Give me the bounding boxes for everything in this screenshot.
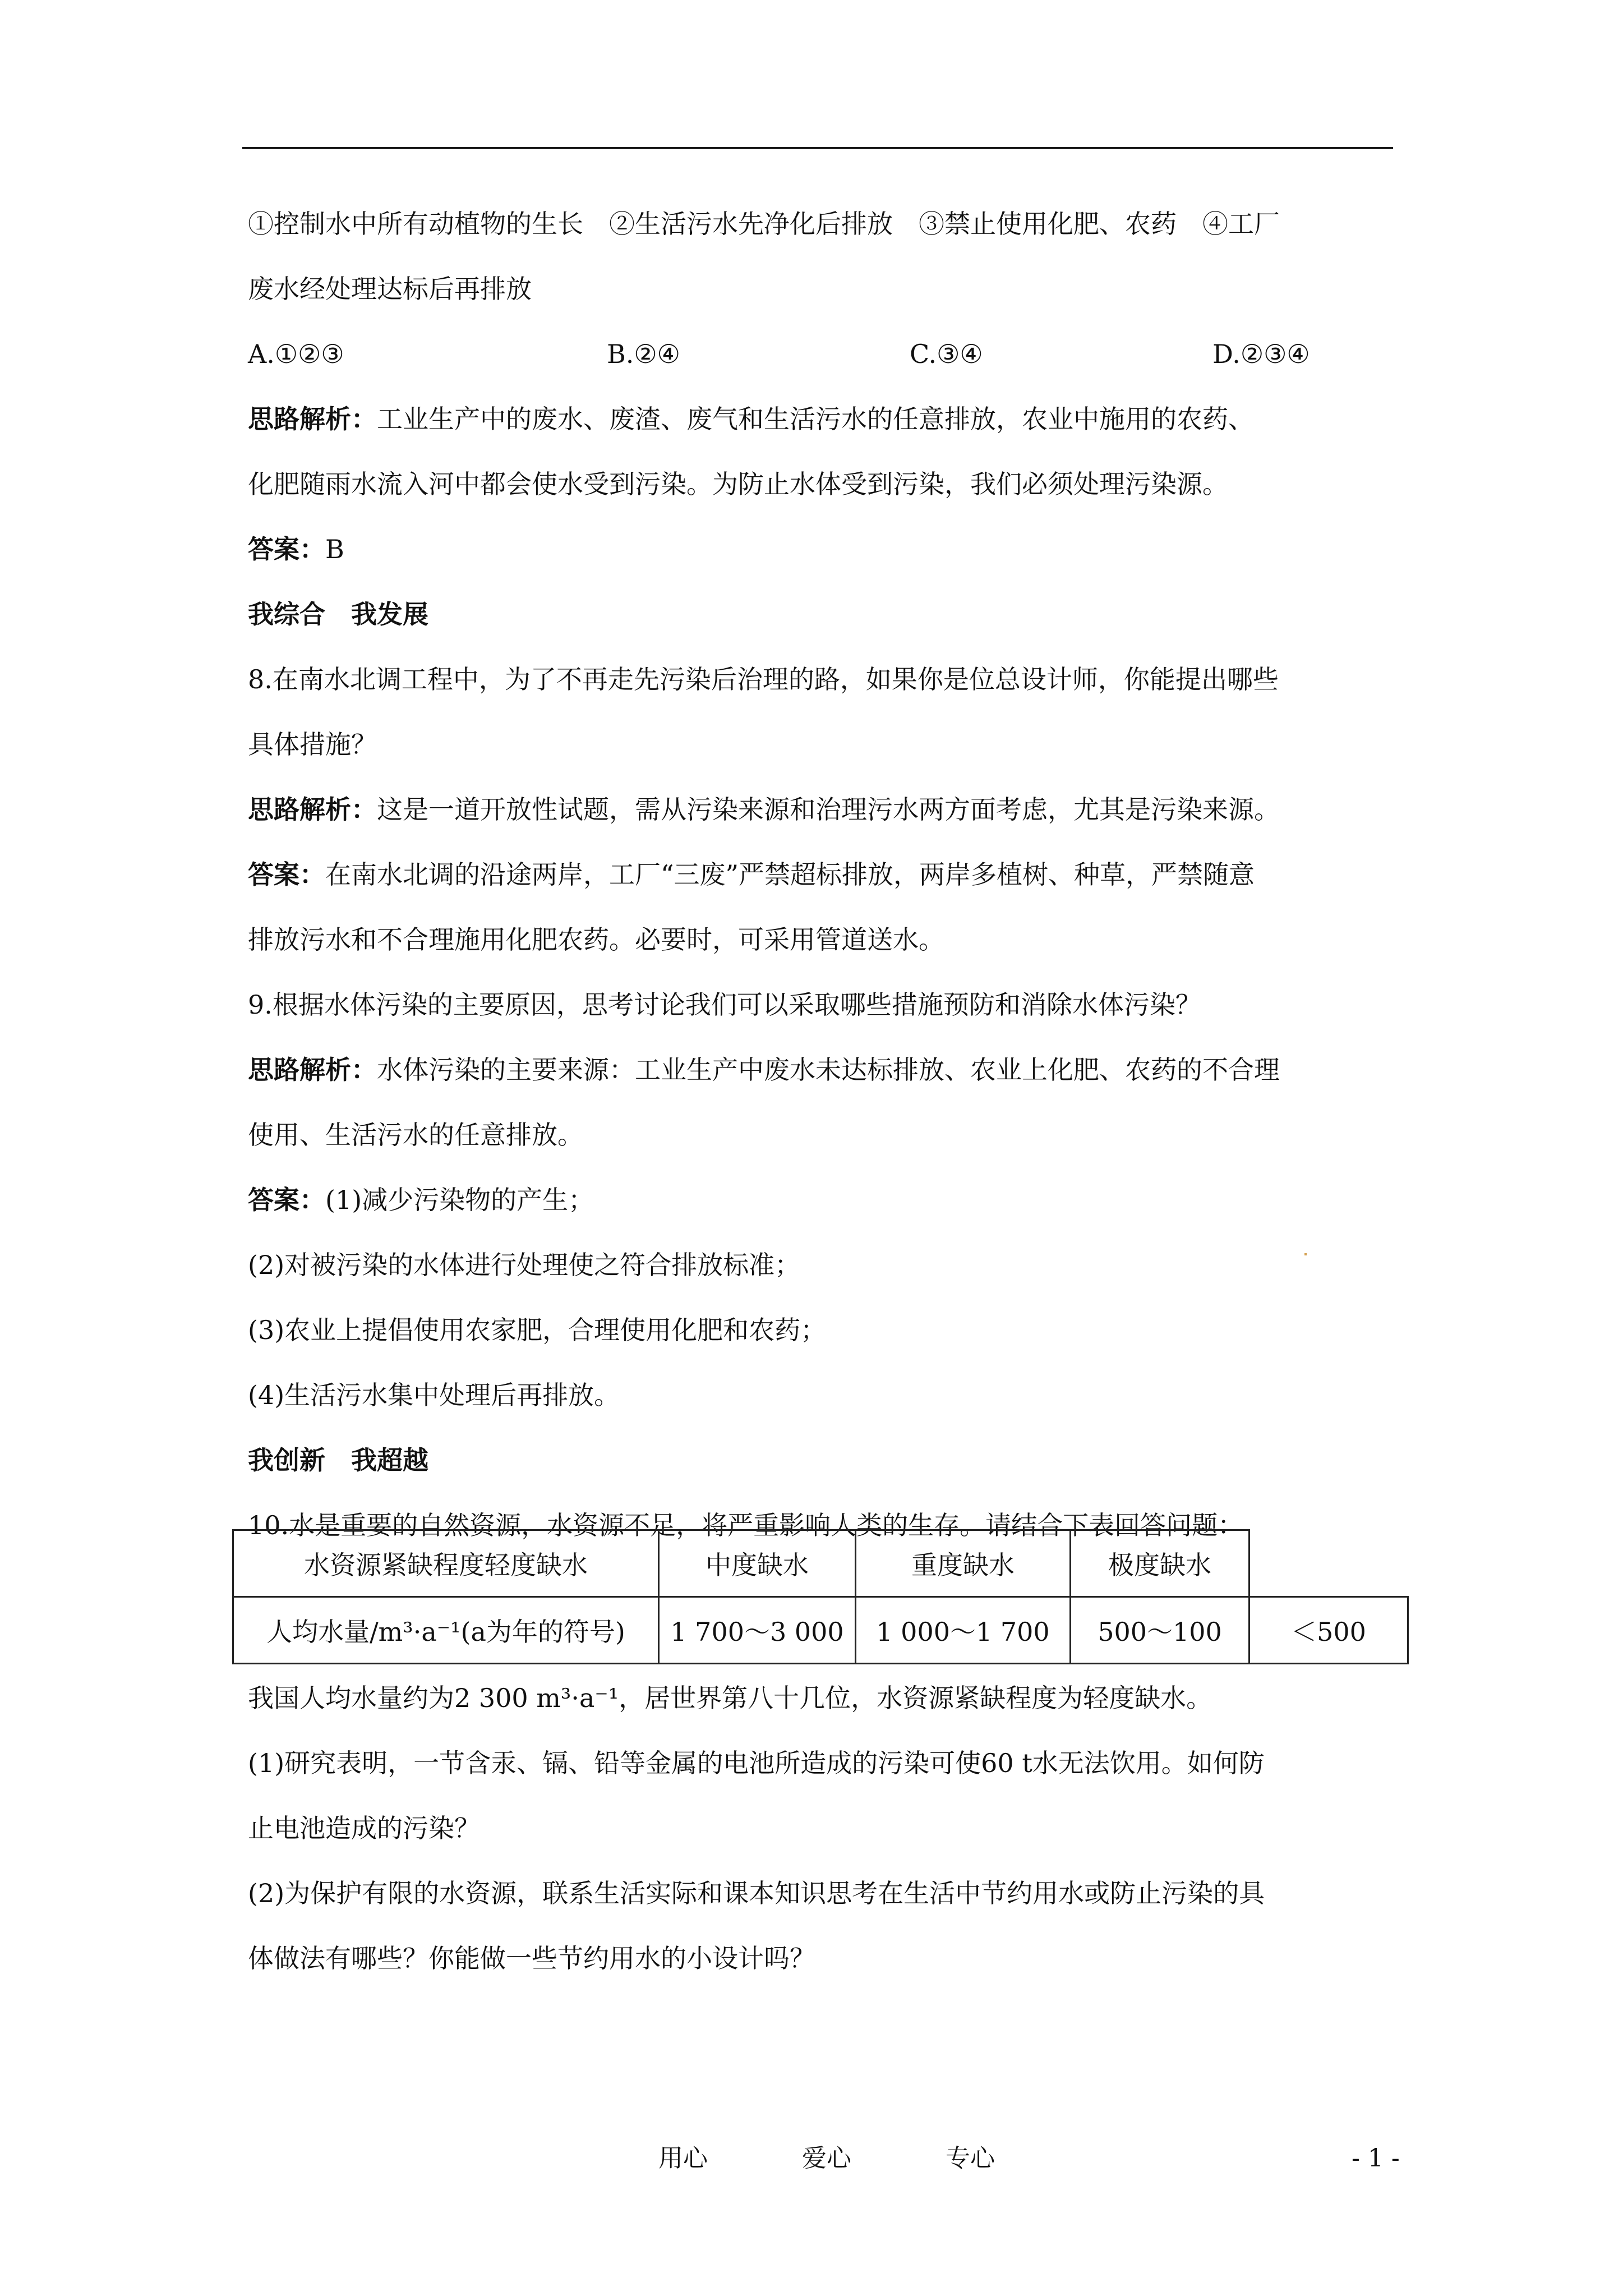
page-number: - 1 -	[1352, 2144, 1400, 2173]
q10-sub2-line1: (2)为保护有限的水资源，联系生活实际和课本知识思考在生活中节约用水或防止污染的具	[248, 1878, 1265, 1908]
q7-option-d: D.②③④	[1212, 339, 1310, 369]
q8-analysis	[248, 793, 1398, 826]
table-cell: 人均水量/m³·a⁻¹(a为年的符号)	[233, 1597, 659, 1664]
q8-question-line2: 具体措施？	[248, 729, 377, 760]
q7-options	[248, 338, 1398, 370]
q8-answer-text: 在南水北调的沿途两岸，工厂“三废”严禁超标排放，两岸多植树、种草，严禁随意	[325, 859, 1255, 890]
q10-sub1-line2: 止电池造成的污染？	[248, 1813, 480, 1843]
table-cell-empty	[1249, 1530, 1408, 1597]
table-cell: 1 700～3 000	[659, 1597, 856, 1664]
q7-answer	[248, 533, 1398, 565]
footer-word: 用心	[658, 2144, 708, 2173]
table-cell: 水资源紧缺程度轻度缺水	[233, 1530, 659, 1597]
table-cell: 1 000～1 700	[856, 1597, 1071, 1664]
q9-analysis-label: 思路解析：	[248, 1055, 377, 1085]
q9-analysis-line1	[248, 1053, 1398, 1086]
table-row	[233, 1597, 1408, 1664]
q9-answer-item-1	[248, 1184, 1398, 1216]
section-heading-comprehensive: 我综合 我发展	[248, 599, 428, 629]
q10-note: 我国人均水量约为2 300 m³·a⁻¹，居世界第八十几位，水资源紧缺程度为轻度缺水。	[248, 1683, 1212, 1713]
q7-analysis-label: 思路解析：	[248, 404, 377, 434]
footer-word: 专心	[946, 2144, 995, 2173]
water-scarcity-table	[232, 1529, 1409, 1664]
q7-analysis-text: 工业生产中的废水、废渣、废气和生活污水的任意排放，农业中施用的农药、	[377, 404, 1254, 434]
q10-continuation	[248, 1682, 1398, 2007]
footer-word: 爱心	[802, 2144, 851, 2173]
q7-option-b: B.②④	[607, 339, 680, 369]
q7-option-a: A.①②③	[248, 339, 344, 369]
q7-statement-line2: 废水经处理达标后再排放	[248, 274, 532, 304]
q9-question: 9.根据水体污染的主要原因，思考讨论我们可以采取哪些措施预防和消除水体污染？	[248, 990, 1201, 1020]
q9-answer-item-2: (2)对被污染的水体进行处理使之符合排放标准；	[248, 1250, 801, 1280]
q10-question: 10.水是重要的自然资源，水资源不足，将严重影响人类的生存。请结合下表回答问题：	[248, 1510, 1244, 1540]
q8-answer-line1	[248, 858, 1398, 891]
q9-answer-text: (1)减少污染物的产生；	[325, 1185, 594, 1215]
q7-answer-text: B	[325, 534, 344, 564]
q8-answer-line2: 排放污水和不合理施用化肥农药。必要时，可采用管道送水。	[248, 924, 944, 955]
table-cell: 中度缺水	[659, 1530, 856, 1597]
table-header-row	[233, 1530, 1408, 1597]
q8-analysis-text: 这是一道开放性试题，需从污染来源和治理污水两方面考虑，尤其是污染来源。	[377, 794, 1280, 825]
page-body	[248, 208, 1398, 1574]
q7-statement-line1: ①控制水中所有动植物的生长 ②生活污水先净化后排放 ③禁止使用化肥、农药 ④工厂	[248, 209, 1280, 239]
q9-analysis-line2: 使用、生活污水的任意排放。	[248, 1120, 583, 1150]
q10-sub1-line1: (1)研究表明，一节含汞、镉、铅等金属的电池所造成的污染可使60 t水无法饮用。如何防	[248, 1748, 1265, 1778]
table-cell: 500～100	[1071, 1597, 1249, 1664]
q10-sub2-line2: 体做法有哪些？你能做一些节约用水的小设计吗？	[248, 1943, 815, 1973]
table-cell: ＜500	[1249, 1597, 1408, 1664]
q8-question-line1: 8.在南水北调工程中，为了不再走先污染后治理的路，如果你是位总设计师，你能提出哪些	[248, 664, 1279, 694]
q8-answer-label: 答案：	[248, 859, 325, 890]
q9-answer-item-4: (4)生活污水集中处理后再排放。	[248, 1380, 620, 1410]
q9-analysis-text: 水体污染的主要来源：工业生产中废水未达标排放、农业上化肥、农药的不合理	[377, 1055, 1280, 1085]
q9-answer-item-3: (3)农业上提倡使用农家肥，合理使用化肥和农药；	[248, 1315, 827, 1345]
table-cell: 极度缺水	[1071, 1530, 1249, 1597]
q7-answer-label: 答案：	[248, 534, 325, 564]
table-cell: 重度缺水	[856, 1530, 1071, 1597]
q8-analysis-label: 思路解析：	[248, 794, 377, 825]
q7-analysis-line2: 化肥随雨水流入河中都会使水受到污染。为防止水体受到污染，我们必须处理污染源。	[248, 469, 1228, 499]
q9-answer-label: 答案：	[248, 1185, 325, 1215]
q7-analysis-line1	[248, 403, 1398, 435]
section-heading-innovate: 我创新 我超越	[248, 1445, 428, 1475]
q7-option-c: C.③④	[910, 339, 983, 369]
stray-mark	[1304, 1253, 1307, 1255]
header-rule	[242, 147, 1393, 149]
footer-motto	[658, 2143, 995, 2174]
